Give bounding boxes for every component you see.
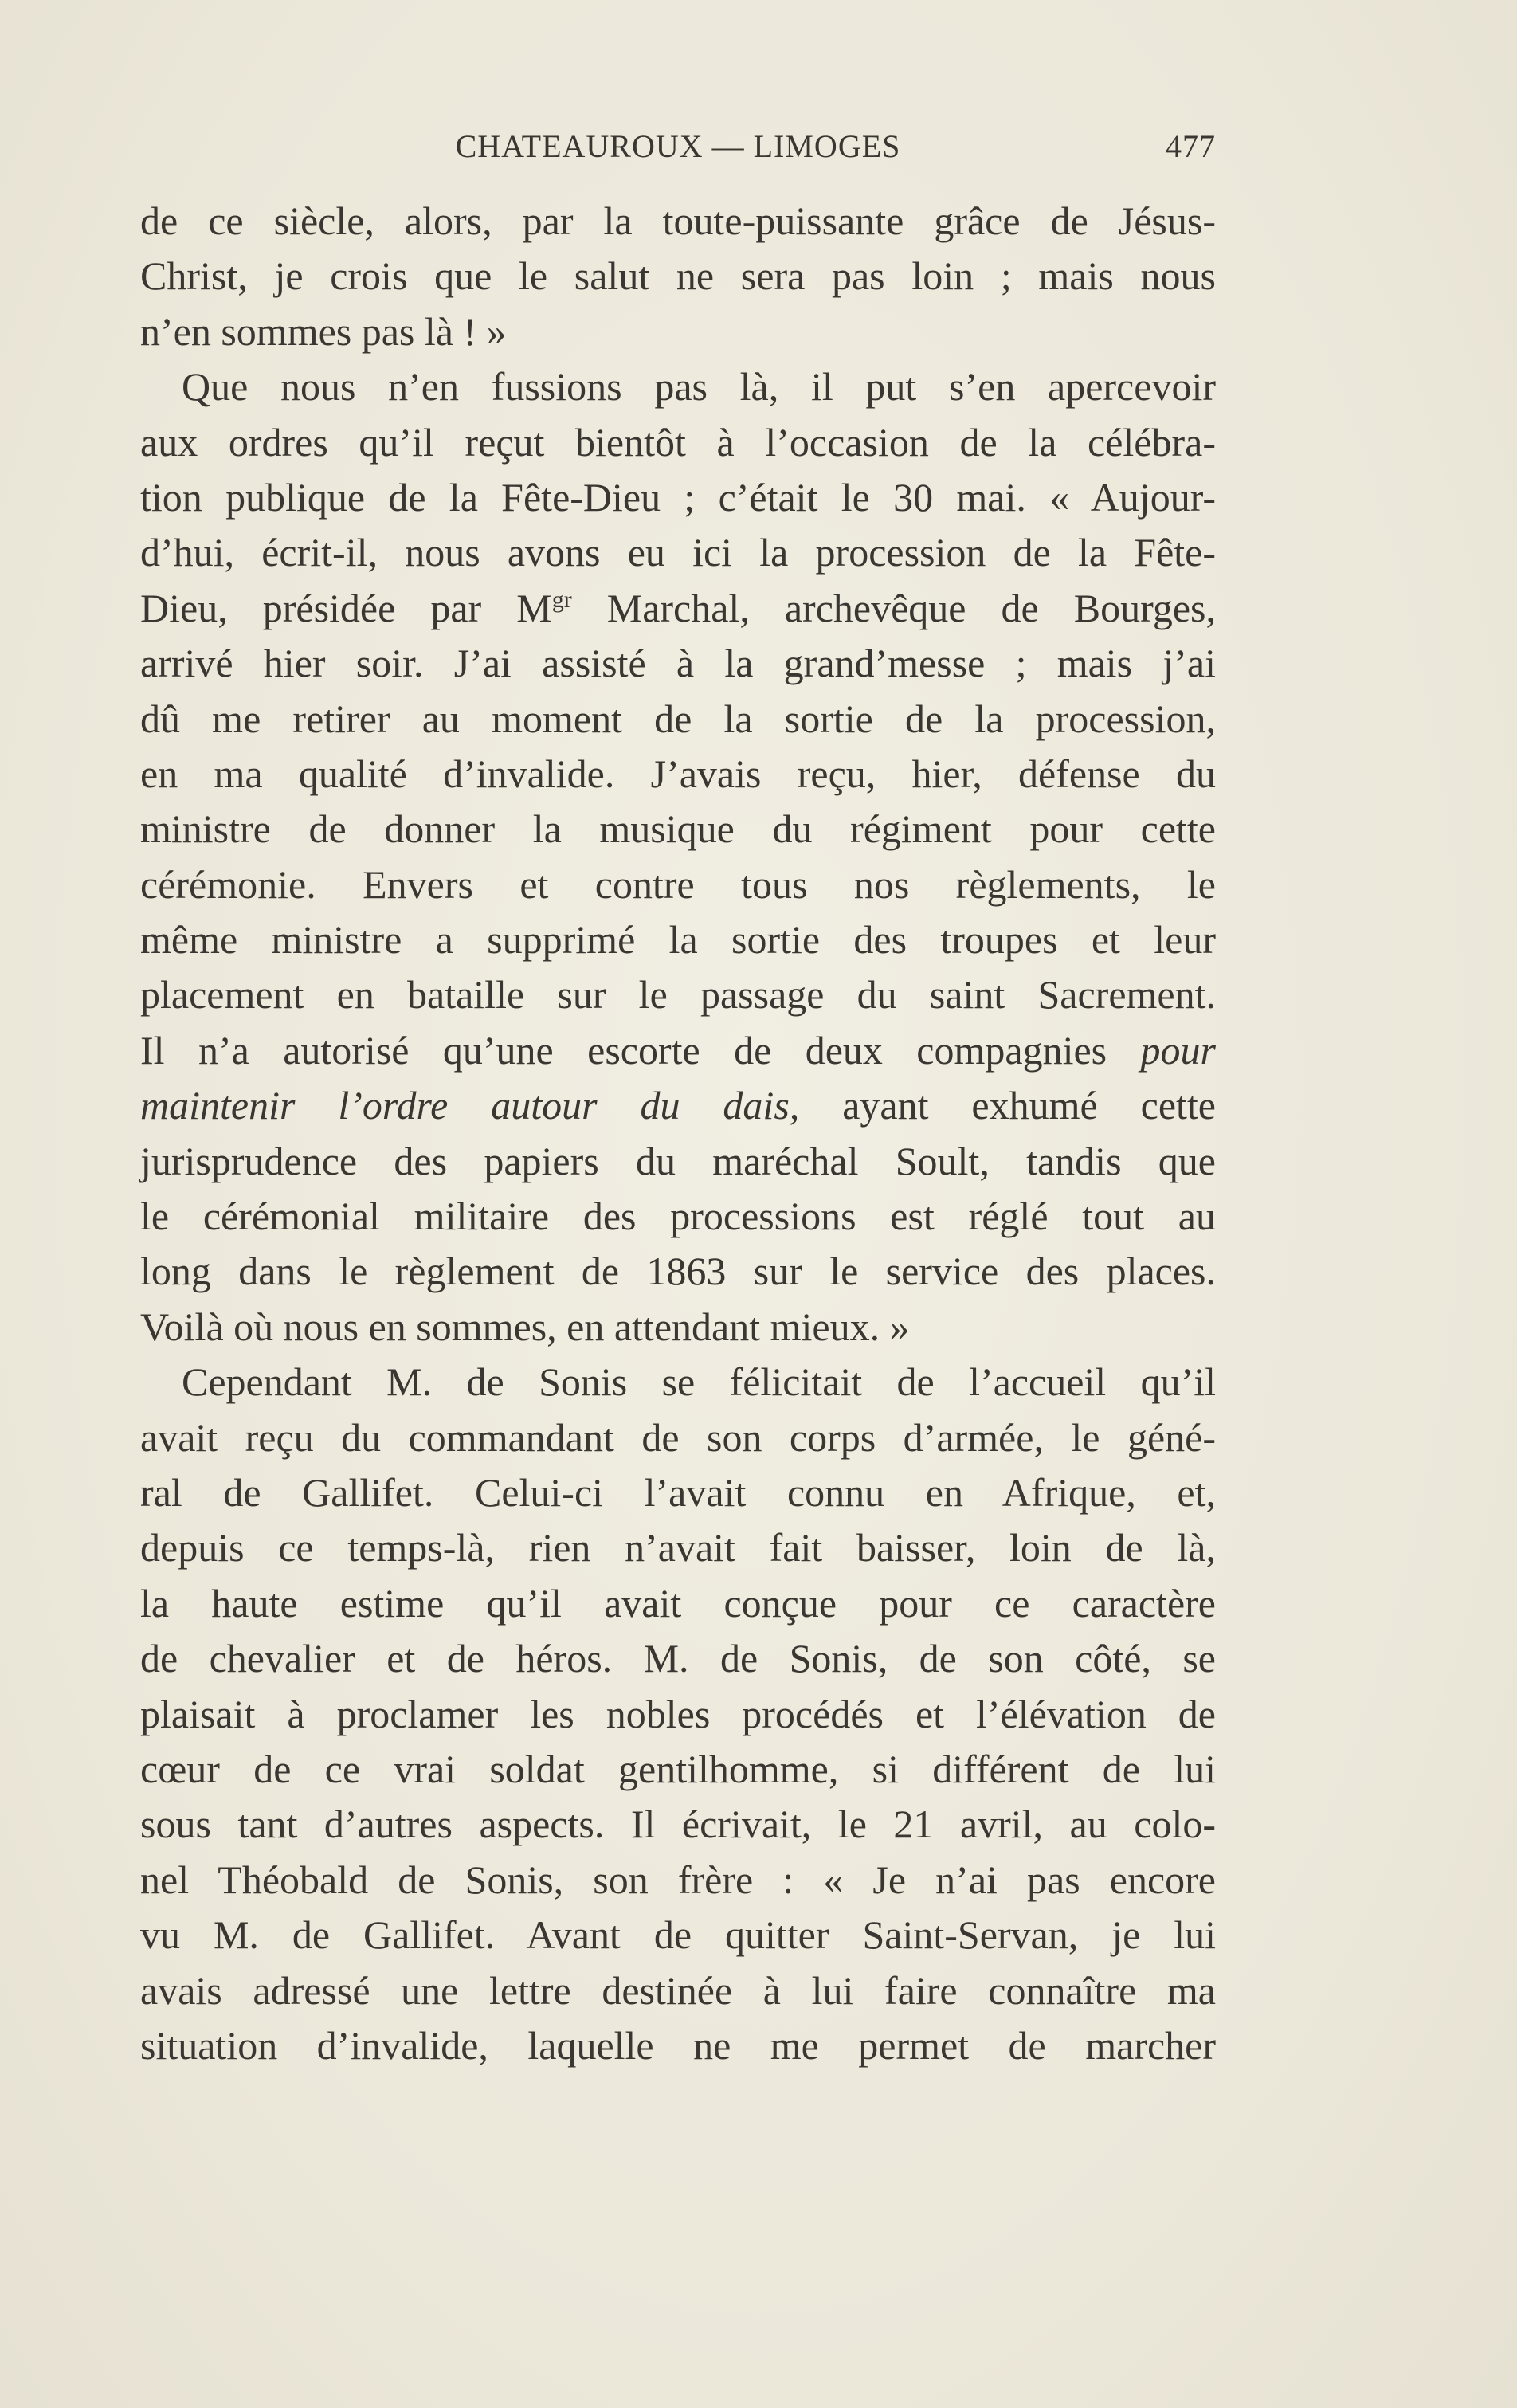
page-number: 477	[1166, 128, 1216, 164]
text-line: d’hui, écrit-il, nous avons eu ici la procession de la Fête-	[140, 530, 1216, 575]
body-text	[140, 194, 1216, 2073]
text-line: la haute estime qu’il avait conçue pour ce caractère	[140, 1580, 1216, 1626]
text-line: cœur de ce vrai soldat gentilhomme, si différent de lui	[140, 1746, 1216, 1791]
text-line: même ministre a supprimé la sortie des troupes et leur	[140, 917, 1216, 963]
text-line: Christ, je crois que le salut ne sera pas loin ; mais nous	[140, 253, 1216, 299]
text-line: cérémonie. Envers et contre tous nos règlements, le	[140, 861, 1216, 907]
text-line: avais adressé une lettre destinée à lui faire connaître ma	[140, 1967, 1216, 2013]
text-line: ral de Gallifet. Celui-ci l’avait connu en Afrique, et,	[140, 1469, 1216, 1515]
text-line: plaisait à proclamer les nobles procédés et l’élévation de	[140, 1691, 1216, 1736]
text-line: tion publique de la Fête-Dieu ; c’était le 30 mai. « Aujour-	[140, 474, 1216, 520]
text-line: avait reçu du commandant de son corps d’armée, le géné-	[140, 1414, 1216, 1460]
running-title: CHATEAUROUX — LIMOGES	[455, 128, 901, 164]
text-line: Voilà où nous en sommes, en attendant mieux. »	[140, 1304, 910, 1349]
text-line: le cérémonial militaire des processions est réglé tout au	[140, 1194, 1216, 1239]
text-line: sous tant d’autres aspects. Il écrivait, le 21 avril, au colo-	[140, 1802, 1216, 1847]
text-line: Que nous n’en fussions pas là, il put s’en apercevoir	[182, 364, 1216, 410]
text-line: n’en sommes pas là ! »	[140, 308, 507, 354]
text-line: long dans le règlement de 1863 sur le service des places.	[140, 1249, 1216, 1294]
text-line: Cependant M. de Sonis se félicitait de l’accueil qu’il	[182, 1359, 1216, 1405]
text-line: placement en bataille sur le passage du saint Sacrement.	[140, 972, 1216, 1018]
text-line: Dieu, présidée par $M^{gr}$ Marchal, archevêque de Bourges,	[140, 585, 1216, 630]
superscript-abbreviation: gr	[551, 586, 572, 613]
text-line: aux ordres qu’il reçut bientôt à l’occasion de la célébra-	[140, 419, 1216, 465]
text-line: de chevalier et de héros. M. de Sonis, de son côté, se	[140, 1636, 1216, 1681]
text-line: maintenir l’ordre autour du dais, ayant exhumé cette	[140, 1083, 1216, 1128]
text-line: vu M. de Gallifet. Avant de quitter Saint-Servan, je lui	[140, 1912, 1216, 1958]
italic-text: maintenir l’ordre autour du dais,	[140, 1083, 800, 1128]
text-line: dû me retirer au moment de la sortie de la procession,	[140, 696, 1216, 741]
text-line: arrivé hier soir. J’ai assisté à la grand’messe ; mais j’ai	[140, 641, 1216, 686]
text-line: nel Théobald de Sonis, son frère : « Je n’ai pas encore	[140, 1857, 1216, 1902]
text-line: jurisprudence des papiers du maréchal Soult, tandis que	[140, 1138, 1216, 1183]
text-line: en ma qualité d’invalide. J’avais reçu, hier, défense du	[140, 751, 1216, 796]
running-head	[140, 127, 1216, 172]
text-line: depuis ce temps-là, rien n’avait fait baisser, loin de là,	[140, 1525, 1216, 1571]
text-line: situation d’invalide, laquelle ne me permet de marcher	[140, 2022, 1216, 2068]
text-line: Il n’a autorisé qu’une escorte de deux compagnies pour	[140, 1027, 1216, 1073]
italic-text: pour	[1140, 1027, 1216, 1073]
text-line: ministre de donner la musique du régiment pour cette	[140, 806, 1216, 852]
text-line: de ce siècle, alors, par la toute-puissante grâce de Jésus-	[140, 198, 1216, 243]
